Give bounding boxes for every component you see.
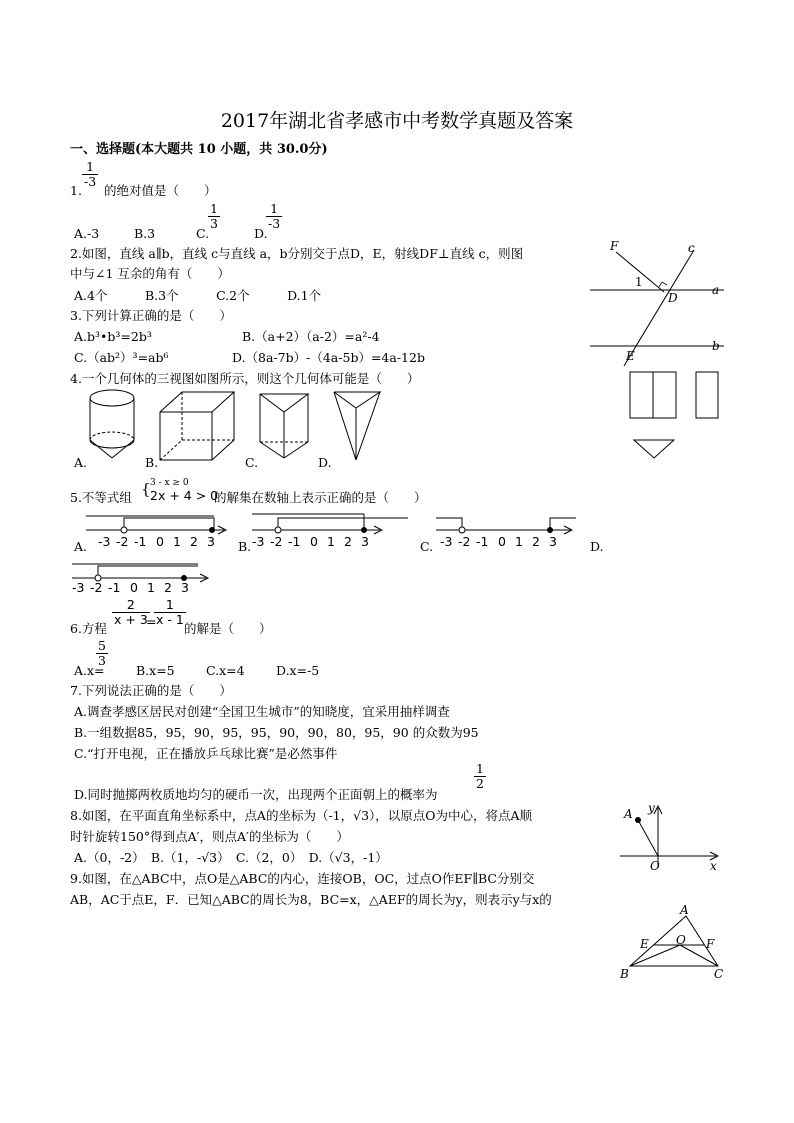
q8-line-1: 8.如图，在平面直角坐标系中，点A的坐标为（-1，√3），以原点O为中心，将点A顺 — [70, 808, 533, 823]
q4-label-d: D. — [318, 455, 332, 470]
q1-option-a: A.-3 — [74, 226, 100, 241]
tick-b-4: 0 — [310, 534, 318, 549]
q1-frac-den: -3 — [84, 174, 97, 190]
tick-d-4: 0 — [130, 580, 138, 595]
q3-option-d: D.（8a-7b）-（4a-5b）=4a-12b — [232, 350, 425, 365]
q7-option-d-fraction — [474, 762, 486, 792]
q6-f2-num: 1 — [154, 598, 186, 613]
q6-f2-den: x - 1 — [156, 612, 184, 628]
tick-c-1: -3 — [440, 534, 453, 549]
label-b: B — [620, 967, 629, 981]
q5-brace: { — [141, 480, 151, 498]
q6-f1-den: x + 3 — [114, 612, 148, 628]
q7-option-a: A.调查孝感区居民对创建“全国卫生城市”的知晓度，宜采用抽样调查 — [74, 704, 450, 719]
tick-a-3: -1 — [134, 534, 147, 549]
q1-option-c-fraction — [208, 202, 220, 232]
q3-stem: 3.下列计算正确的是（ ） — [70, 308, 232, 323]
q7-option-c: C.“打开电视，正在播放乒乓球比赛”是必然事件 — [74, 746, 338, 761]
q6-a-den: 3 — [98, 653, 106, 669]
q5-numberline-c — [434, 512, 584, 552]
q6-option-a: A.x= — [74, 663, 105, 678]
tick-d-3: -1 — [108, 580, 121, 595]
label-a: A — [680, 903, 689, 917]
q4-label-a: A. — [74, 455, 88, 470]
q4-three-views — [628, 372, 728, 464]
q1-option-b: B.3 — [134, 226, 156, 241]
q2-options: A.4个 B.3个 C.2个 D.1个 — [74, 288, 322, 303]
tick-c-6: 2 — [532, 534, 540, 549]
q6-fraction-2 — [154, 598, 186, 628]
q4-shape-a — [84, 388, 144, 464]
q5-numberline-b — [250, 512, 410, 552]
q4-stem: 4.一个几何体的三视图如图所示，则这个几何体可能是（ ） — [70, 371, 420, 386]
label-o: O — [676, 933, 686, 947]
q4-label-c: C. — [245, 455, 259, 470]
q1-option-d-fraction — [266, 202, 282, 232]
q1-prefix: 1. — [70, 183, 82, 198]
q5-system-top: 3 - x ≥ 0 — [150, 478, 189, 488]
q9-line-2: AB，AC于点E，F．已知△ABC的周长为8，BC=x，△AEF的周长为y，则表示y与x的 — [70, 892, 552, 907]
q6-prefix: 6.方程 — [70, 621, 107, 636]
q9-line-1: 9.如图，在△ABC中，点O是△ABC的内心，连接OB，OC，过点O作EF∥BC分别交 — [70, 871, 535, 886]
tick-d-5: 1 — [147, 580, 155, 595]
tick-c-7: 3 — [549, 534, 557, 549]
tick-b-5: 1 — [327, 534, 335, 549]
q2-line-2: 中与∠1 互余的角有（ ） — [70, 266, 230, 281]
q4-shape-d — [332, 390, 384, 464]
tick-b-6: 2 — [344, 534, 352, 549]
top-view — [634, 440, 674, 458]
tick-a-7: 3 — [207, 534, 215, 549]
label-angle-1: 1 — [635, 275, 643, 289]
q7-stem: 7.下列说法正确的是（ ） — [70, 683, 232, 698]
q1-option-d: D. — [254, 226, 268, 241]
q6-a-num: 5 — [98, 638, 106, 653]
tick-a-5: 1 — [173, 534, 181, 549]
tick-a-2: -2 — [116, 534, 129, 549]
q2-line-1: 2.如图，直线 a∥b，直线 c与直线 a，b分别交于点D，E，射线DF⊥直线 c，则图 — [70, 246, 524, 261]
q5-label-a: A. — [74, 539, 88, 554]
side-view — [696, 372, 718, 418]
q5-numberline-a — [84, 512, 234, 552]
q8-line-2: 时针旋转150°得到点A′，则点A′的坐标为（ ） — [70, 829, 349, 844]
label-d: D — [668, 291, 678, 305]
q3-option-b: B.（a+2）（a-2）=a²-4 — [242, 329, 380, 344]
label-b: b — [712, 339, 720, 353]
q1-fraction — [82, 160, 98, 190]
q6-fraction-1 — [112, 598, 150, 628]
q1-frac-num: 1 — [82, 160, 98, 175]
tick-c-3: -1 — [476, 534, 489, 549]
q1-d-num: 1 — [266, 202, 282, 217]
label-e: E — [640, 937, 649, 951]
q7-option-b: B.一组数据85，95，90，95，95，90，90，80，95，90 的众数为95 — [74, 725, 479, 740]
q5-prefix: 5.不等式组 — [70, 490, 132, 505]
tick-a-6: 2 — [190, 534, 198, 549]
q3-option-a: A.b³•b³=2b³ — [74, 329, 152, 344]
q4-shape-c — [258, 392, 314, 462]
q3-option-c: C.（ab²）³=ab⁶ — [74, 350, 169, 365]
tick-d-2: -2 — [90, 580, 103, 595]
tick-b-7: 3 — [361, 534, 369, 549]
q1-c-den: 3 — [210, 216, 218, 232]
q5-system-bottom: 2x + 4 > 0 — [150, 488, 219, 503]
q1-option-c: C. — [196, 226, 210, 241]
q7-option-d: D.同时抛掷两枚质地均匀的硬币一次，出现两个正面朝上的概率为 — [74, 787, 438, 802]
label-a: a — [712, 283, 720, 297]
q5-label-c: C. — [420, 539, 434, 554]
q1-stem: 的绝对值是（ ） — [104, 183, 217, 198]
tick-c-5: 1 — [515, 534, 523, 549]
q8-options: A.（0，-2） B.（1，-√3） C.（2，0） D.（√3，-1） — [74, 850, 388, 865]
right-angle-mark — [659, 282, 667, 287]
q1-c-num: 1 — [210, 201, 218, 216]
q6-f1-num: 2 — [112, 598, 150, 613]
q6-option-c: C.x=4 — [206, 663, 245, 678]
q9-figure — [618, 902, 730, 980]
tick-a-1: -3 — [98, 534, 111, 549]
tick-c-4: 0 — [498, 534, 506, 549]
label-point-a: A — [624, 807, 633, 821]
label-origin: O — [650, 859, 660, 873]
tick-b-3: -1 — [288, 534, 301, 549]
q6-option-d: D.x=-5 — [276, 663, 320, 678]
label-c: c — [688, 241, 695, 255]
q6-stem: 的解是（ ） — [184, 621, 272, 636]
tick-a-4: 0 — [156, 534, 164, 549]
tick-b-2: -2 — [270, 534, 283, 549]
tick-d-1: -3 — [72, 580, 85, 595]
q6-option-a-fraction — [96, 639, 108, 669]
q1-d-den: -3 — [268, 216, 281, 232]
page-title: 2017年湖北省孝感市中考数学真题及答案 — [220, 110, 574, 132]
q5-numberline-d — [70, 560, 220, 598]
tick-d-6: 2 — [164, 580, 172, 595]
q7-d-num: 1 — [476, 761, 484, 776]
tick-d-7: 3 — [181, 580, 189, 595]
q5-stem: 的解集在数轴上表示正确的是（ ） — [214, 490, 427, 505]
q6-option-b: B.x=5 — [136, 663, 175, 678]
label-y-axis: y — [648, 801, 655, 815]
label-x-axis: x — [710, 859, 717, 873]
tick-c-2: -2 — [458, 534, 471, 549]
q8-figure — [618, 800, 726, 872]
q6-equals: = — [146, 614, 157, 629]
label-c: C — [714, 967, 724, 981]
section-heading: 一、选择题(本大题共 10 小题，共 30.0分) — [70, 142, 328, 157]
tick-b-1: -3 — [252, 534, 265, 549]
q2-figure — [588, 238, 728, 368]
label-f: F — [706, 937, 715, 951]
q4-shape-b — [156, 390, 240, 464]
q5-label-b: B. — [238, 539, 252, 554]
label-f: F — [610, 239, 619, 253]
label-e: E — [626, 349, 635, 363]
q7-d-den: 2 — [476, 776, 484, 792]
q5-label-d: D. — [590, 539, 604, 554]
q4-label-b: B. — [145, 455, 159, 470]
